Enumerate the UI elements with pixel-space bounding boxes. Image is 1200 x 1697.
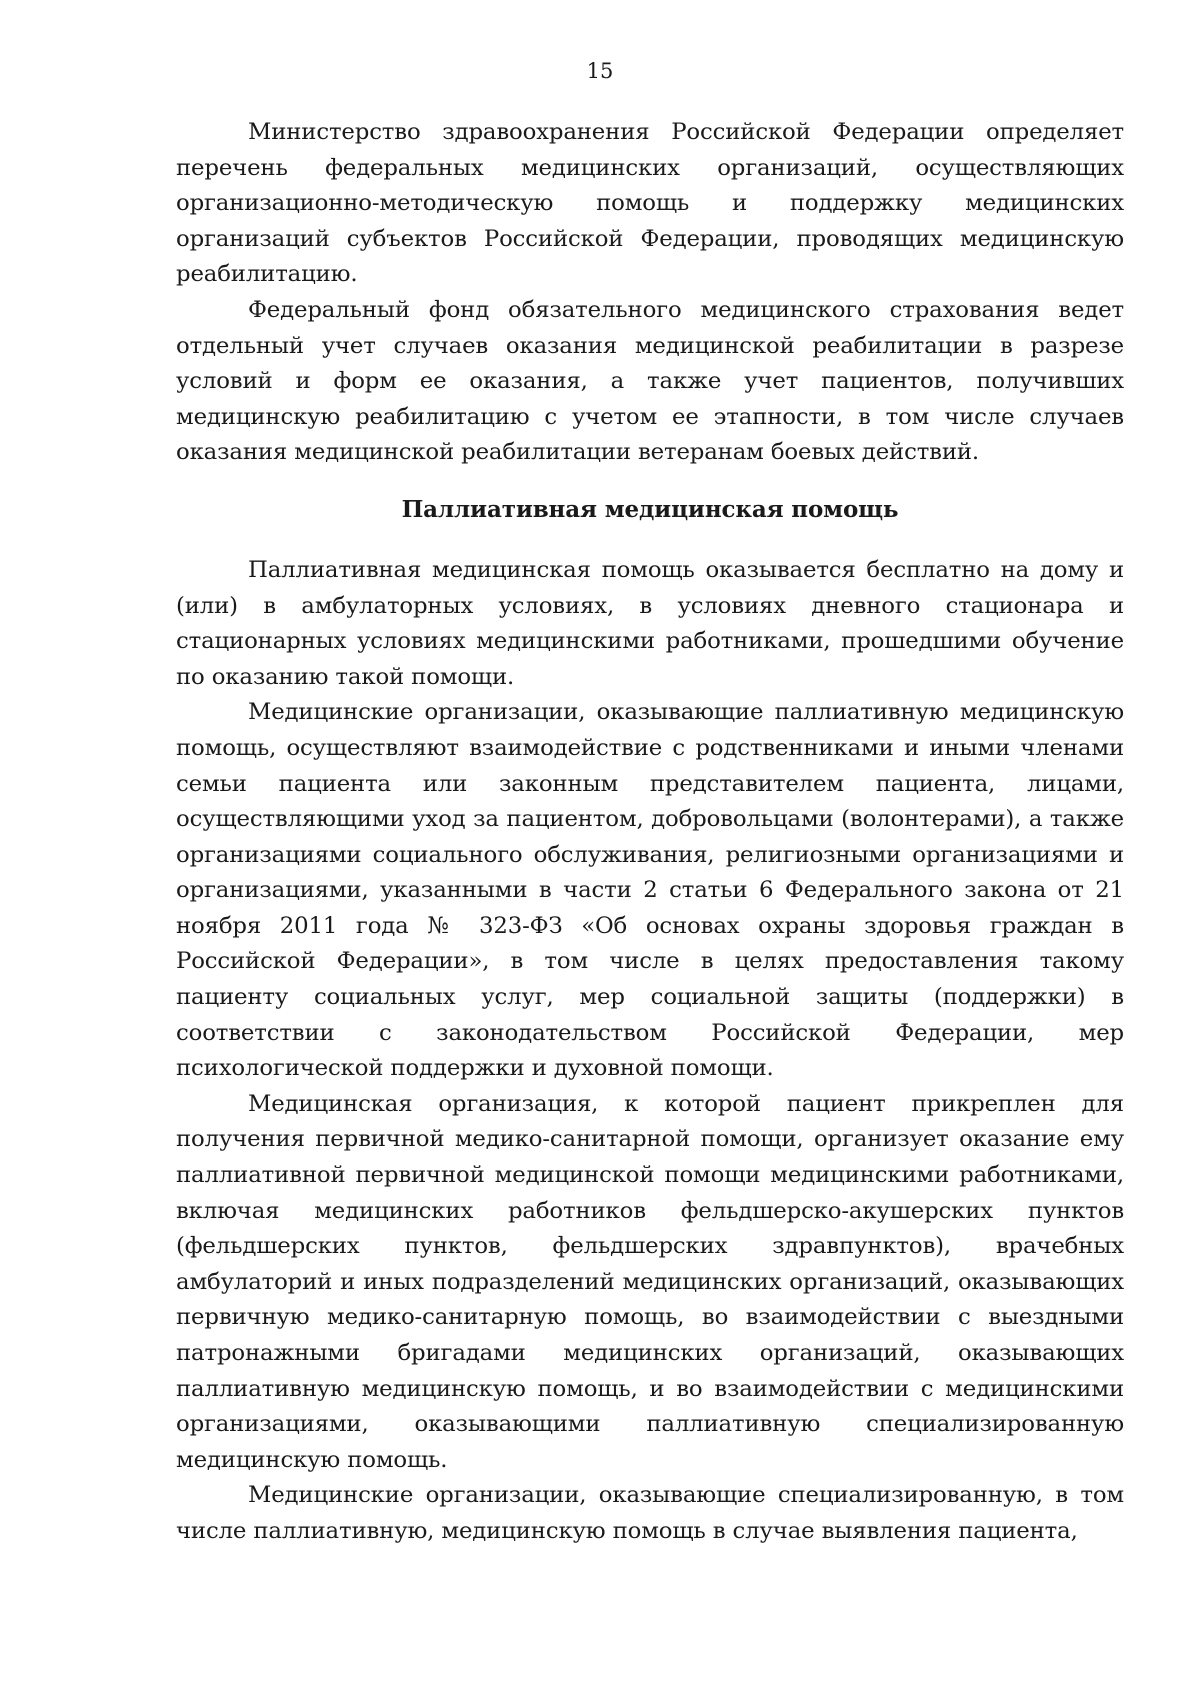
- paragraph-palliative-interaction: Медицинские организации, оказывающие паллиативную медицинскую помощь, осуществляют взаимодействие с родственниками и иными членами семьи пациента или законным представителем пациента, лицами, осуществляющими уход за пациентом, добровольцами (волонтерами), а также организациями социального обслуживания, религиозными организациями и организациями, указанными в части 2 статьи 6 Федерального закона от 21 ноября 2011 года № 323-ФЗ «Об основах охраны здоровья граждан в Российской Федерации», в том числе в целях предоставления такому пациенту социальных услуг, мер социальной защиты (поддержки) в соответствии с законодательством Российской Федерации, мер психологической поддержки и духовной помощи.: [176, 699, 1124, 1082]
- paragraph-ministry-list: Министерство здравоохранения Российской Федерации определяет перечень федеральных медицинских организаций, осуществляющих организационно-методическую помощь и поддержку медицинских организаций субъектов Российской Федерации, проводящих медицинскую реабилитацию.: [176, 119, 1124, 288]
- section-heading-palliative-care: Паллиативная медицинская помощь: [401, 495, 899, 523]
- paragraph-specialized-organizations: Медицинские организации, оказывающие специализированную, в том числе паллиативную, медицинскую помощь в случае выявления пациента,: [176, 1482, 1124, 1544]
- paragraph-oms-fund-accounting: Федеральный фонд обязательного медицинского страхования ведет отдельный учет случаев оказания медицинской реабилитации в разрезе условий и форм ее оказания, а также учет пациентов, получивших медицинскую реабилитацию с учетом ее этапности, в том числе случаев оказания медицинской реабилитации ветеранам боевых действий.: [176, 296, 1124, 466]
- page-number: 15: [586, 59, 614, 83]
- document-body: [176, 115, 1124, 1550]
- paragraph-primary-care-organization: Медицинская организация, к которой пациент прикреплен для получения первичной медико-санитарной помощи, организует оказание ему паллиативной первичной медицинской помощи медицинскими работниками, включая медицинских работников фельдшерско-акушерских пунктов (фельдшерских пунктов, фельдшерских здравпунктов), врачебных амбулаторий и иных подразделений медицинских организаций, оказывающих первичную медико-санитарную помощь, во взаимодействии с выездными патронажными бригадами медицинских организаций, оказывающих паллиативную медицинскую помощь, и во взаимодействии с медицинскими организациями, оказывающими паллиативную специализированную медицинскую помощь.: [176, 1090, 1124, 1473]
- paragraph-palliative-free-care: Паллиативная медицинская помощь оказывается бесплатно на дому и (или) в амбулаторных условиях, в условиях дневного стационара и стационарных условиях медицинскими работниками, прошедшими обучение по оказанию такой помощи.: [176, 556, 1124, 690]
